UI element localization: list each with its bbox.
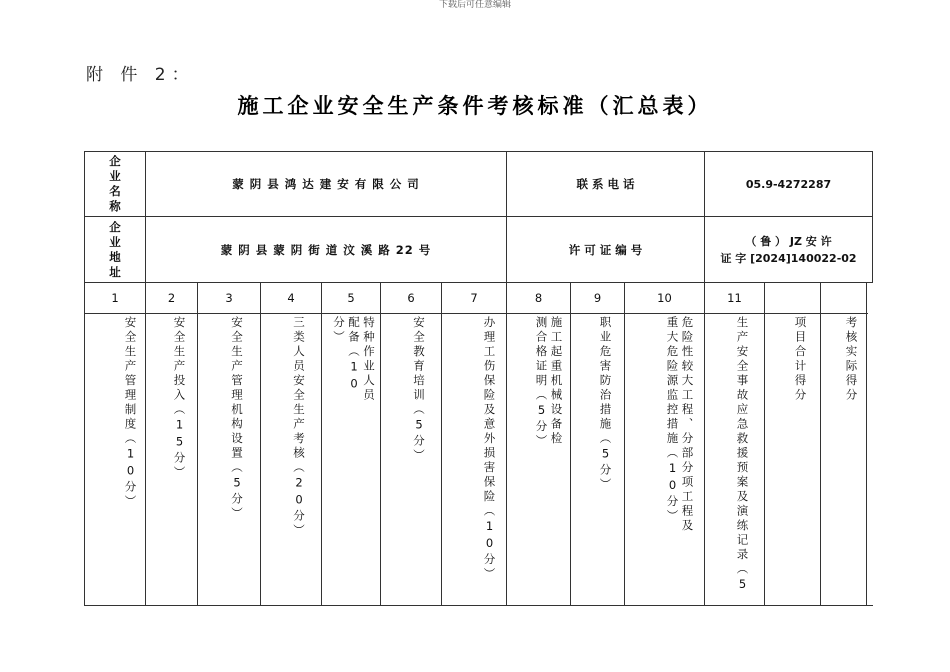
license-value: （ 鲁 ） JZ 安 许 证 字 [2024]140022-02 [720, 234, 857, 265]
company-name-value: 蒙 阴 县 鸿 达 建 安 有 限 公 司 [232, 177, 420, 191]
item-cell [322, 316, 380, 411]
item-text: 三类人员安全生产考核（20分） [292, 316, 306, 539]
item-text: 办理工伤保险及意外损害保险（10分） [482, 316, 497, 582]
item-cell [261, 316, 321, 606]
column-number [765, 283, 820, 313]
item-cell [765, 316, 820, 606]
column-number: 5 [347, 291, 355, 305]
column-number: 9 [593, 291, 602, 305]
item-text: 安全生产投入（15分） [172, 316, 187, 481]
column-number: 10 [657, 291, 672, 305]
item-text: 职业危害防治措施（5分） [598, 316, 613, 493]
company-address-label: 企 业 地 址 [109, 219, 121, 279]
column-number: 7 [470, 291, 478, 305]
phone-label: 联 系 电 话 [576, 177, 635, 191]
item-text: 施工起重机械设备检测合格证明（5分） [534, 316, 564, 449]
item-cell [507, 316, 570, 456]
column-number: 1 [111, 291, 119, 305]
item-cell [821, 316, 866, 606]
item-cell [705, 316, 764, 606]
phone-value: 05.9-4272287 [745, 177, 832, 191]
item-text: 考核实际得分 [844, 316, 859, 403]
item-text: 危险性较大工程、分部分项工程及重大危险源监控措施（10分） [665, 316, 695, 534]
column-number: 11 [727, 291, 742, 305]
column-number: 8 [534, 291, 543, 305]
item-text: 项目合计得分 [793, 316, 808, 403]
item-cell [198, 316, 260, 606]
attachment-label: 附 件 2： [86, 65, 195, 85]
column-number: 4 [287, 291, 295, 305]
item-text: 安全教育培训（5分） [412, 316, 426, 464]
column-number: 6 [407, 291, 415, 305]
item-text: 安全生产管理机构设置（5分） [230, 316, 244, 522]
item-cell [85, 316, 145, 606]
item-cell [571, 316, 624, 606]
company-name-label: 企 业 名 称 [109, 154, 121, 213]
item-cell [625, 316, 704, 541]
item-text: 生产安全事故应急救援预案及演练记录（5 [735, 316, 750, 594]
item-text: 特种作业人员配备（10分） [332, 316, 376, 403]
column-number: 2 [167, 291, 176, 305]
item-cell [381, 316, 441, 606]
column-number: 3 [225, 291, 233, 305]
column-number [821, 283, 866, 313]
item-cell [442, 316, 506, 606]
page-title: 施工企业安全生产条件考核标准（汇总表） [237, 94, 713, 118]
item-text: 安全生产管理制度（10分） [123, 316, 138, 510]
item-cell [146, 316, 197, 606]
company-address-value: 蒙 阴 县 蒙 阴 街 道 汶 溪 路 22 号 [220, 242, 432, 257]
license-label: 许 可 证 编 号 [568, 242, 643, 257]
top-note: 下载后可任意编辑 [438, 0, 511, 10]
